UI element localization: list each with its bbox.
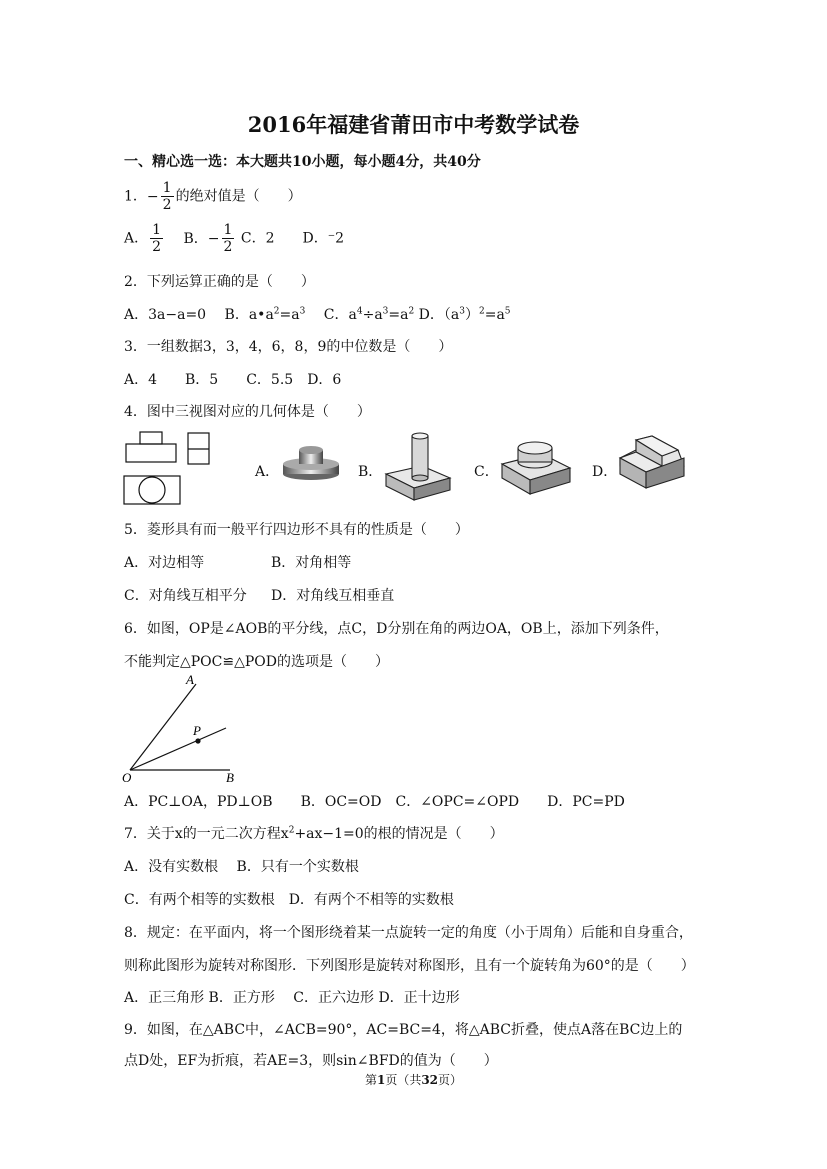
question-5: 5．菱形具有而一般平行四边形不具有的性质是（ ） (124, 522, 469, 538)
q1-number: 1． (124, 188, 147, 205)
label-a: A (186, 672, 194, 687)
section-heading: 一、精心选一选：本大题共10小题，每小题4分，共40分 (124, 154, 481, 170)
label-o: O (122, 770, 132, 785)
q1-fraction (161, 180, 174, 213)
question-8-line-1: 8．规定：在平面内，将一个图形绕着某一点旋转一定的角度（小于周角）后能和自身重合， (124, 925, 693, 941)
question-4: 4．图中三视图对应的几何体是（ ） (124, 404, 371, 420)
q1-frac-den: 2 (162, 197, 172, 213)
q1-options (124, 222, 344, 255)
q2-opt-d (419, 307, 511, 323)
question-9-line-1: 9．如图，在△ABC中，∠ACB=90°，AC=BC=4，将△ABC折叠，使点A落在BC边上的 (124, 1022, 683, 1038)
q5-options-cd (124, 585, 394, 605)
q2-d-sup3: 5 (504, 306, 511, 317)
q7-sup: 2 (288, 825, 295, 836)
question-6-line-2: 不能判定△POC≌△POD的选项是（ ） (124, 654, 389, 670)
page-footer (0, 1071, 827, 1088)
q5-opt-c: C．对角线互相平分 (124, 588, 247, 604)
angle-bisector-diagram (118, 670, 248, 785)
page-title: 2016年福建省莆田市中考数学试卷 (247, 112, 580, 137)
q2-c-sup2: 3 (382, 306, 389, 317)
q5-options-ab (124, 552, 351, 572)
q2-opt-c (324, 307, 414, 323)
q2-options (124, 304, 511, 324)
q2-b-sup2: 3 (299, 306, 306, 317)
three-view-figure (124, 430, 184, 506)
q1-opt-b: B．− (183, 230, 220, 247)
q2-c-mid2: =a (388, 307, 409, 323)
q8-options: A．正三角形 B．正方形 C．正六边形 D．正十边形 (124, 990, 460, 1006)
label-b: B (226, 770, 234, 785)
q2-c-sup: 4 (356, 306, 363, 317)
q2-b-sup: 2 (273, 306, 280, 317)
q3-options: A．4 B．5 C．5.5 D．6 (124, 372, 342, 388)
solid-a-icon (280, 440, 342, 482)
question-8-line-2: 则称此图形为旋转对称图形．下列图形是旋转对称图形，且有一个旋转角为60°的是（ ） (124, 958, 695, 974)
q2-b-mid: =a (279, 307, 300, 323)
q2-c-pre: C．a (323, 307, 357, 323)
question-6-line-1: 6．如图，OP是∠AOB的平分线，点C，D分别在角的两边OA，OB上，添加下列条件， (124, 621, 669, 637)
q1-opt-b-num: 1 (223, 222, 233, 238)
q1-minus: − (146, 188, 159, 205)
q1-opt-a-frac (150, 222, 163, 255)
label-p: P (193, 723, 201, 738)
q2-d-sup2: 2 (478, 306, 485, 317)
question-9-line-2: 点D处，EF为折痕，若AE=3，则sin∠BFD的值为（ ） (124, 1053, 498, 1069)
footer-pre: 第 (364, 1073, 377, 1087)
q7-options-ab: A．没有实数根 B．只有一个实数根 (124, 859, 359, 875)
q2-b-pre: B．a•a (224, 307, 274, 323)
q2-d-mid2: =a (484, 307, 505, 323)
q2-d-sup: 3 (459, 306, 465, 317)
q1-frac-num: 1 (162, 180, 172, 196)
q5-opt-a: A．对边相等 (124, 555, 205, 571)
q2-opt-b (225, 307, 306, 323)
q5-opt-d: D．对角线互相垂直 (271, 588, 395, 604)
q6-options: A．PC⊥OA，PD⊥OB B．OC=OD C．∠OPC=∠OPD D．PC=PD (124, 794, 625, 810)
footer-page-number: 1 (376, 1073, 386, 1087)
q2-d-mid: ） (464, 307, 479, 323)
side-view-figure (187, 432, 211, 466)
solid-d-icon (616, 436, 688, 498)
q1-opt-a-num: 1 (152, 222, 162, 238)
q1-opt-b-frac (222, 222, 235, 255)
q1-opt-a-den: 2 (152, 239, 162, 255)
q1-opt-cd: C．2 D．⁻2 (240, 230, 345, 247)
q7-text-post: +ax−1=0的根的情况是（ ） (294, 826, 504, 842)
question-1 (124, 180, 302, 213)
q4-opt-a: A． (255, 464, 280, 480)
question-3: 3．一组数据3，3，4，6，8，9的中位数是（ ） (124, 339, 453, 355)
q4-opt-c: C． (474, 464, 499, 480)
q2-c-mid: ÷a (362, 307, 383, 323)
solid-c-icon (498, 438, 574, 498)
q2-c-sup3: 2 (408, 306, 415, 317)
footer-post: 页） (438, 1073, 463, 1087)
footer-mid: 页（共 (385, 1073, 422, 1087)
q7-text-pre: 7．关于x的一元二次方程x (124, 826, 289, 842)
q4-opt-b: B． (358, 464, 383, 480)
q7-options-cd: C．有两个相等的实数根 D．有两个不相等的实数根 (124, 892, 454, 908)
q4-opt-d: D． (592, 464, 618, 480)
solid-b-icon (382, 430, 454, 504)
q1-opt-a: A． (124, 230, 149, 247)
footer-total-pages: 32 (421, 1073, 439, 1087)
q2-d-pre: D．（a (418, 307, 460, 323)
q2-opt-a: A．3a−a=0 (124, 307, 207, 323)
q5-opt-b: B．对角相等 (271, 555, 352, 571)
question-7 (124, 823, 504, 843)
q1-text: 的绝对值是（ ） (175, 188, 302, 205)
q1-opt-b-den: 2 (223, 239, 233, 255)
question-2: 2．下列运算正确的是（ ） (124, 274, 315, 290)
